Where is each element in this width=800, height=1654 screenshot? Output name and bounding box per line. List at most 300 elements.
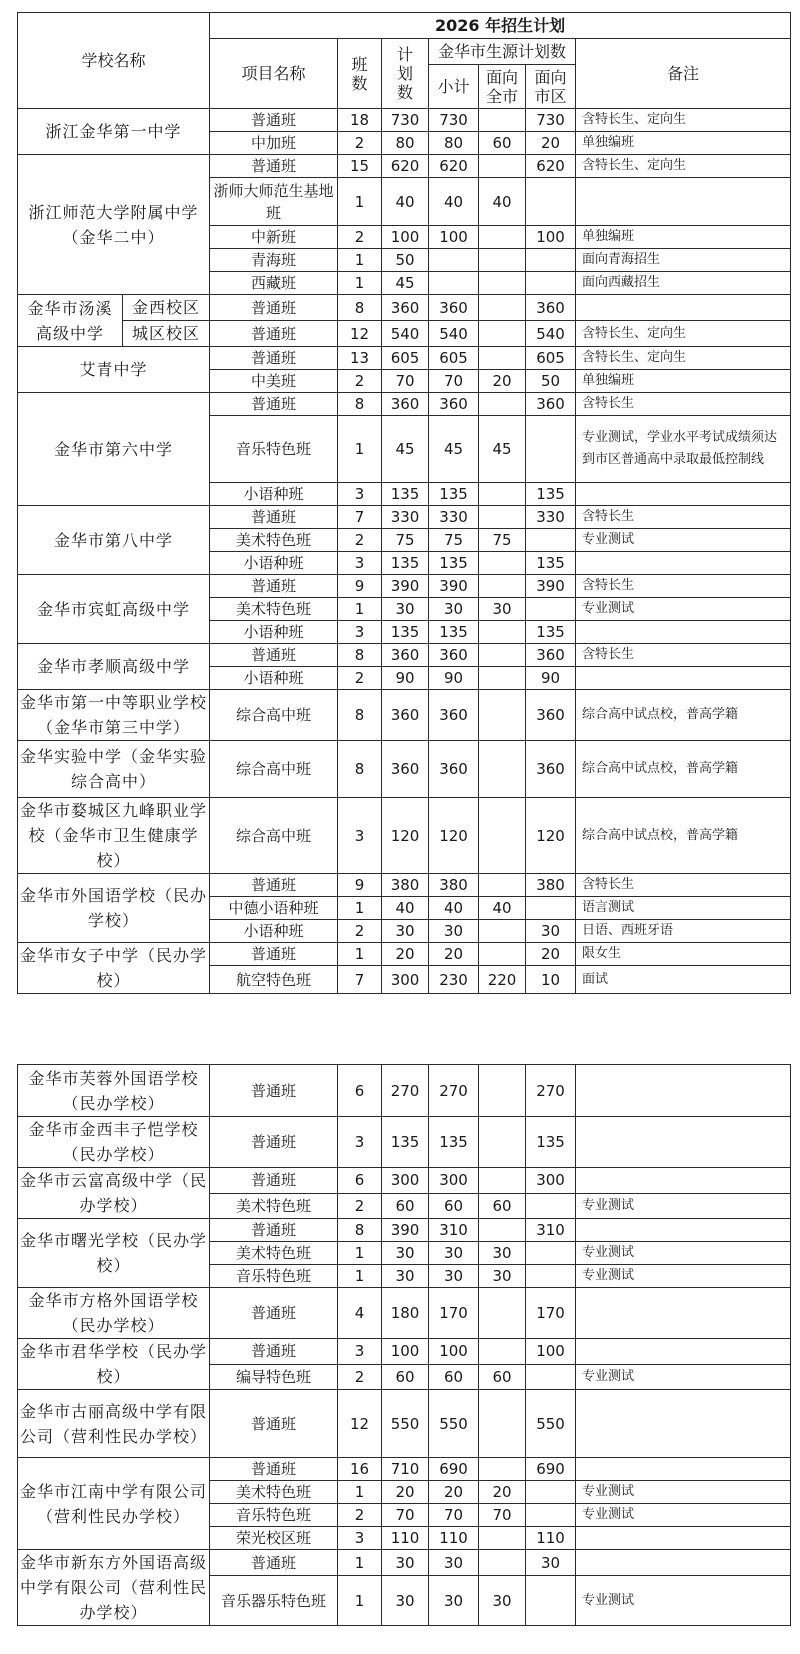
project-cell: 普通班 bbox=[210, 1458, 338, 1481]
district-cell bbox=[526, 1481, 576, 1504]
classes-cell: 1 bbox=[338, 943, 382, 966]
note-cell: 专业测试 bbox=[576, 1576, 791, 1626]
project-cell: 普通班 bbox=[210, 1550, 338, 1576]
table-row bbox=[18, 1168, 791, 1194]
city-cell bbox=[479, 109, 526, 132]
school-name-cell: 金华市新东方外国语高级中学有限公司（营利性民办学校） bbox=[18, 1550, 210, 1626]
note-cell bbox=[576, 1390, 791, 1458]
table-row bbox=[18, 741, 791, 798]
classes-cell: 3 bbox=[338, 483, 382, 506]
school-name-cell: 金华市第一中等职业学校（金华市第三中学） bbox=[18, 690, 210, 741]
project-cell: 普通班 bbox=[210, 295, 338, 321]
city-cell: 220 bbox=[479, 966, 526, 994]
classes-cell: 6 bbox=[338, 1168, 382, 1194]
district-cell: 10 bbox=[526, 966, 576, 994]
note-cell: 含特长生 bbox=[576, 506, 791, 529]
classes-cell: 1 bbox=[338, 178, 382, 226]
subtotal-cell: 730 bbox=[429, 109, 479, 132]
note-cell: 专业测试 bbox=[576, 598, 791, 621]
subtotal-cell: 605 bbox=[429, 347, 479, 370]
note-cell bbox=[576, 1458, 791, 1481]
note-cell: 专业测试 bbox=[576, 1481, 791, 1504]
project-cell: 航空特色班 bbox=[210, 966, 338, 994]
district-cell bbox=[526, 1576, 576, 1626]
district-cell: 30 bbox=[526, 920, 576, 943]
school-name-cell: 金华市第八中学 bbox=[18, 506, 210, 575]
note-cell: 专业测试，学业水平考试成绩须达到市区普通高中录取最低控制线 bbox=[576, 416, 791, 483]
project-cell: 西藏班 bbox=[210, 272, 338, 295]
note-cell: 单独编班 bbox=[576, 226, 791, 249]
subtotal-cell: 230 bbox=[429, 966, 479, 994]
city-cell bbox=[479, 249, 526, 272]
plan-cell: 730 bbox=[382, 109, 429, 132]
campus-cell: 金西校区 bbox=[123, 295, 210, 321]
table-row bbox=[18, 321, 791, 347]
note-cell bbox=[576, 178, 791, 226]
project-cell: 中新班 bbox=[210, 226, 338, 249]
district-cell: 360 bbox=[526, 393, 576, 416]
classes-cell: 1 bbox=[338, 249, 382, 272]
project-cell: 小语种班 bbox=[210, 667, 338, 690]
table-row bbox=[18, 295, 791, 321]
note-cell: 专业测试 bbox=[576, 529, 791, 552]
header-classes: 班数 bbox=[338, 39, 382, 109]
project-cell: 普通班 bbox=[210, 1288, 338, 1339]
project-cell: 普通班 bbox=[210, 644, 338, 667]
plan-cell: 360 bbox=[382, 295, 429, 321]
city-cell bbox=[479, 1390, 526, 1458]
city-cell bbox=[479, 155, 526, 178]
classes-cell: 3 bbox=[338, 1527, 382, 1550]
note-cell bbox=[576, 1339, 791, 1365]
district-cell: 90 bbox=[526, 667, 576, 690]
plan-cell: 540 bbox=[382, 321, 429, 347]
district-cell bbox=[526, 897, 576, 920]
classes-cell: 12 bbox=[338, 1390, 382, 1458]
district-cell: 330 bbox=[526, 506, 576, 529]
district-cell: 360 bbox=[526, 690, 576, 741]
district-cell: 620 bbox=[526, 155, 576, 178]
subtotal-cell: 30 bbox=[429, 1265, 479, 1288]
classes-cell: 1 bbox=[338, 897, 382, 920]
subtotal-cell: 120 bbox=[429, 798, 479, 874]
district-cell: 605 bbox=[526, 347, 576, 370]
subtotal-cell: 135 bbox=[429, 483, 479, 506]
classes-cell: 7 bbox=[338, 966, 382, 994]
city-cell: 60 bbox=[479, 1364, 526, 1390]
note-cell: 面向西藏招生 bbox=[576, 272, 791, 295]
plan-cell: 75 bbox=[382, 529, 429, 552]
subtotal-cell: 30 bbox=[429, 598, 479, 621]
note-cell: 日语、西班牙语 bbox=[576, 920, 791, 943]
table-title: 2026 年招生计划 bbox=[210, 13, 791, 39]
district-cell: 100 bbox=[526, 1339, 576, 1365]
subtotal-cell: 80 bbox=[429, 132, 479, 155]
table-row bbox=[18, 1390, 791, 1458]
district-cell: 135 bbox=[526, 621, 576, 644]
city-cell: 75 bbox=[479, 529, 526, 552]
subtotal-cell: 360 bbox=[429, 295, 479, 321]
city-cell bbox=[479, 272, 526, 295]
subtotal-cell: 40 bbox=[429, 897, 479, 920]
plan-cell: 30 bbox=[382, 1242, 429, 1265]
plan-cell: 270 bbox=[382, 1065, 429, 1117]
city-cell bbox=[479, 667, 526, 690]
note-cell bbox=[576, 1219, 791, 1242]
district-cell: 135 bbox=[526, 1117, 576, 1168]
plan-cell: 605 bbox=[382, 347, 429, 370]
city-cell bbox=[479, 874, 526, 897]
project-cell: 综合高中班 bbox=[210, 690, 338, 741]
classes-cell: 6 bbox=[338, 1065, 382, 1117]
subtotal-cell: 110 bbox=[429, 1527, 479, 1550]
subtotal-cell: 30 bbox=[429, 1550, 479, 1576]
city-cell bbox=[479, 552, 526, 575]
project-cell: 美术特色班 bbox=[210, 1242, 338, 1265]
project-cell: 荣光校区班 bbox=[210, 1527, 338, 1550]
note-cell: 综合高中试点校，普高学籍 bbox=[576, 690, 791, 741]
classes-cell: 4 bbox=[338, 1288, 382, 1339]
district-cell: 690 bbox=[526, 1458, 576, 1481]
project-cell: 普通班 bbox=[210, 393, 338, 416]
classes-cell: 2 bbox=[338, 1504, 382, 1527]
project-cell: 普通班 bbox=[210, 1390, 338, 1458]
school-name-cell: 金华市江南中学有限公司（营利性民办学校） bbox=[18, 1458, 210, 1550]
city-cell: 30 bbox=[479, 1265, 526, 1288]
school-name-cell: 金华市云富高级中学（民办学校） bbox=[18, 1168, 210, 1219]
table-row bbox=[18, 347, 791, 370]
subtotal-cell bbox=[429, 249, 479, 272]
subtotal-cell: 360 bbox=[429, 741, 479, 798]
subtotal-cell bbox=[429, 272, 479, 295]
subtotal-cell: 330 bbox=[429, 506, 479, 529]
classes-cell: 12 bbox=[338, 321, 382, 347]
city-cell bbox=[479, 1065, 526, 1117]
table-row bbox=[18, 690, 791, 741]
plan-cell: 30 bbox=[382, 598, 429, 621]
classes-cell: 3 bbox=[338, 1339, 382, 1365]
header-note: 备注 bbox=[576, 39, 791, 109]
school-name-cell: 金华市方格外国语学校（民办学校） bbox=[18, 1288, 210, 1339]
district-cell: 550 bbox=[526, 1390, 576, 1458]
note-cell: 含特长生、定向生 bbox=[576, 321, 791, 347]
project-cell: 小语种班 bbox=[210, 621, 338, 644]
city-cell bbox=[479, 1550, 526, 1576]
subtotal-cell: 300 bbox=[429, 1168, 479, 1194]
header-subtotal: 小计 bbox=[429, 65, 479, 109]
district-cell: 300 bbox=[526, 1168, 576, 1194]
note-cell bbox=[576, 1168, 791, 1194]
district-cell: 135 bbox=[526, 483, 576, 506]
subtotal-cell: 360 bbox=[429, 644, 479, 667]
classes-cell: 3 bbox=[338, 798, 382, 874]
classes-cell: 13 bbox=[338, 347, 382, 370]
classes-cell: 8 bbox=[338, 690, 382, 741]
plan-cell: 45 bbox=[382, 416, 429, 483]
city-cell: 60 bbox=[479, 132, 526, 155]
note-cell bbox=[576, 483, 791, 506]
classes-cell: 8 bbox=[338, 741, 382, 798]
note-cell bbox=[576, 1117, 791, 1168]
project-cell: 普通班 bbox=[210, 1168, 338, 1194]
district-cell: 50 bbox=[526, 370, 576, 393]
project-cell: 普通班 bbox=[210, 1219, 338, 1242]
classes-cell: 1 bbox=[338, 416, 382, 483]
plan-cell: 180 bbox=[382, 1288, 429, 1339]
enrollment-plan-table-part1 bbox=[17, 12, 791, 994]
plan-cell: 60 bbox=[382, 1193, 429, 1219]
city-cell: 45 bbox=[479, 416, 526, 483]
plan-cell: 135 bbox=[382, 1117, 429, 1168]
classes-cell: 3 bbox=[338, 1117, 382, 1168]
plan-cell: 50 bbox=[382, 249, 429, 272]
classes-cell: 2 bbox=[338, 226, 382, 249]
city-cell bbox=[479, 1288, 526, 1339]
subtotal-cell: 90 bbox=[429, 667, 479, 690]
plan-cell: 30 bbox=[382, 1550, 429, 1576]
note-cell: 专业测试 bbox=[576, 1364, 791, 1390]
project-cell: 普通班 bbox=[210, 1339, 338, 1365]
project-cell: 中加班 bbox=[210, 132, 338, 155]
classes-cell: 18 bbox=[338, 109, 382, 132]
subtotal-cell: 30 bbox=[429, 920, 479, 943]
note-cell bbox=[576, 1550, 791, 1576]
city-cell bbox=[479, 1219, 526, 1242]
subtotal-cell: 100 bbox=[429, 226, 479, 249]
city-cell bbox=[479, 690, 526, 741]
city-cell bbox=[479, 393, 526, 416]
project-cell: 美术特色班 bbox=[210, 1193, 338, 1219]
classes-cell: 15 bbox=[338, 155, 382, 178]
plan-cell: 710 bbox=[382, 1458, 429, 1481]
plan-cell: 30 bbox=[382, 1576, 429, 1626]
plan-cell: 60 bbox=[382, 1364, 429, 1390]
district-cell: 30 bbox=[526, 1550, 576, 1576]
project-cell: 中美班 bbox=[210, 370, 338, 393]
classes-cell: 1 bbox=[338, 598, 382, 621]
city-cell bbox=[479, 295, 526, 321]
city-cell bbox=[479, 644, 526, 667]
enrollment-plan-table-part2 bbox=[17, 1064, 791, 1626]
classes-cell: 2 bbox=[338, 1193, 382, 1219]
city-cell bbox=[479, 1458, 526, 1481]
table-row bbox=[18, 1065, 791, 1117]
subtotal-cell: 75 bbox=[429, 529, 479, 552]
plan-cell: 80 bbox=[382, 132, 429, 155]
project-cell: 普通班 bbox=[210, 1117, 338, 1168]
plan-cell: 300 bbox=[382, 1168, 429, 1194]
city-cell bbox=[479, 1168, 526, 1194]
note-cell: 语言测试 bbox=[576, 897, 791, 920]
district-cell: 360 bbox=[526, 644, 576, 667]
subtotal-cell: 70 bbox=[429, 370, 479, 393]
note-cell: 专业测试 bbox=[576, 1193, 791, 1219]
project-cell: 美术特色班 bbox=[210, 598, 338, 621]
note-cell bbox=[576, 1527, 791, 1550]
subtotal-cell: 390 bbox=[429, 575, 479, 598]
note-cell: 含特长生 bbox=[576, 575, 791, 598]
school-name-cell: 浙江金华第一中学 bbox=[18, 109, 210, 155]
city-cell bbox=[479, 1527, 526, 1550]
district-cell bbox=[526, 1364, 576, 1390]
note-cell: 含特长生、定向生 bbox=[576, 155, 791, 178]
plan-cell: 40 bbox=[382, 897, 429, 920]
subtotal-cell: 20 bbox=[429, 1481, 479, 1504]
table-row bbox=[18, 1288, 791, 1339]
district-cell: 730 bbox=[526, 109, 576, 132]
plan-cell: 360 bbox=[382, 644, 429, 667]
city-cell: 30 bbox=[479, 598, 526, 621]
school-name-cell: 金华市孝顺高级中学 bbox=[18, 644, 210, 690]
school-name-cell: 金华市外国语学校（民办学校） bbox=[18, 874, 210, 943]
district-cell: 380 bbox=[526, 874, 576, 897]
plan-cell: 30 bbox=[382, 920, 429, 943]
city-cell bbox=[479, 575, 526, 598]
district-cell bbox=[526, 1265, 576, 1288]
classes-cell: 3 bbox=[338, 621, 382, 644]
project-cell: 普通班 bbox=[210, 109, 338, 132]
classes-cell: 2 bbox=[338, 1364, 382, 1390]
plan-cell: 360 bbox=[382, 690, 429, 741]
note-cell: 含特长生 bbox=[576, 874, 791, 897]
plan-cell: 390 bbox=[382, 1219, 429, 1242]
table-row bbox=[18, 644, 791, 667]
subtotal-cell: 380 bbox=[429, 874, 479, 897]
district-cell bbox=[526, 416, 576, 483]
project-cell: 普通班 bbox=[210, 347, 338, 370]
table-row bbox=[18, 1219, 791, 1242]
note-cell: 含特长生 bbox=[576, 644, 791, 667]
classes-cell: 2 bbox=[338, 529, 382, 552]
subtotal-cell: 690 bbox=[429, 1458, 479, 1481]
plan-cell: 300 bbox=[382, 966, 429, 994]
classes-cell: 2 bbox=[338, 667, 382, 690]
plan-cell: 70 bbox=[382, 1504, 429, 1527]
classes-cell: 9 bbox=[338, 874, 382, 897]
classes-cell: 8 bbox=[338, 644, 382, 667]
district-cell bbox=[526, 178, 576, 226]
project-cell: 小语种班 bbox=[210, 483, 338, 506]
project-cell: 音乐特色班 bbox=[210, 1265, 338, 1288]
note-cell bbox=[576, 667, 791, 690]
plan-cell: 380 bbox=[382, 874, 429, 897]
district-cell bbox=[526, 272, 576, 295]
subtotal-cell: 70 bbox=[429, 1504, 479, 1527]
classes-cell: 1 bbox=[338, 1265, 382, 1288]
district-cell: 390 bbox=[526, 575, 576, 598]
note-cell: 单独编班 bbox=[576, 370, 791, 393]
plan-cell: 135 bbox=[382, 483, 429, 506]
note-cell: 含特长生、定向生 bbox=[576, 347, 791, 370]
school-name-cell: 金华实验中学（金华实验综合高中） bbox=[18, 741, 210, 798]
note-cell: 面向青海招生 bbox=[576, 249, 791, 272]
table-row bbox=[18, 393, 791, 416]
school-name-cell: 金华市金西丰子恺学校（民办学校） bbox=[18, 1117, 210, 1168]
district-cell bbox=[526, 1193, 576, 1219]
school-name-cell: 金华市婺城区九峰职业学校（金华市卫生健康学校） bbox=[18, 798, 210, 874]
project-cell: 综合高中班 bbox=[210, 741, 338, 798]
school-name-cell: 金华市汤溪高级中学 bbox=[18, 295, 123, 347]
classes-cell: 8 bbox=[338, 393, 382, 416]
subtotal-cell: 135 bbox=[429, 1117, 479, 1168]
table-row bbox=[18, 1458, 791, 1481]
district-cell: 20 bbox=[526, 943, 576, 966]
classes-cell: 9 bbox=[338, 575, 382, 598]
district-cell: 110 bbox=[526, 1527, 576, 1550]
city-cell bbox=[479, 483, 526, 506]
subtotal-cell: 40 bbox=[429, 178, 479, 226]
district-cell: 170 bbox=[526, 1288, 576, 1339]
school-name-cell: 金华市女子中学（民办学校） bbox=[18, 943, 210, 994]
plan-cell: 360 bbox=[382, 393, 429, 416]
header-project: 项目名称 bbox=[210, 39, 338, 109]
plan-cell: 110 bbox=[382, 1527, 429, 1550]
district-cell: 120 bbox=[526, 798, 576, 874]
header-source: 金华市生源计划数 bbox=[429, 39, 576, 65]
subtotal-cell: 270 bbox=[429, 1065, 479, 1117]
city-cell bbox=[479, 920, 526, 943]
note-cell: 综合高中试点校，普高学籍 bbox=[576, 741, 791, 798]
school-name-cell: 浙江师范大学附属中学（金华二中） bbox=[18, 155, 210, 295]
project-cell: 美术特色班 bbox=[210, 529, 338, 552]
project-cell: 普通班 bbox=[210, 321, 338, 347]
subtotal-cell: 135 bbox=[429, 621, 479, 644]
district-cell bbox=[526, 1242, 576, 1265]
plan-cell: 30 bbox=[382, 1265, 429, 1288]
table-row bbox=[18, 1117, 791, 1168]
classes-cell: 1 bbox=[338, 1576, 382, 1626]
note-cell bbox=[576, 1288, 791, 1339]
project-cell: 普通班 bbox=[210, 155, 338, 178]
classes-cell: 2 bbox=[338, 132, 382, 155]
project-cell: 小语种班 bbox=[210, 920, 338, 943]
plan-cell: 360 bbox=[382, 741, 429, 798]
subtotal-cell: 540 bbox=[429, 321, 479, 347]
project-cell: 音乐特色班 bbox=[210, 416, 338, 483]
district-cell: 360 bbox=[526, 741, 576, 798]
school-name-cell: 金华市芙蓉外国语学校（民办学校） bbox=[18, 1065, 210, 1117]
project-cell: 综合高中班 bbox=[210, 798, 338, 874]
table-row bbox=[18, 1550, 791, 1576]
school-name-cell: 金华市古丽高级中学有限公司（营利性民办学校） bbox=[18, 1390, 210, 1458]
project-cell: 普通班 bbox=[210, 1065, 338, 1117]
district-cell bbox=[526, 1504, 576, 1527]
district-cell bbox=[526, 249, 576, 272]
city-cell: 20 bbox=[479, 370, 526, 393]
classes-cell: 1 bbox=[338, 1481, 382, 1504]
note-cell: 专业测试 bbox=[576, 1242, 791, 1265]
city-cell: 30 bbox=[479, 1242, 526, 1265]
school-name-cell: 金华市曙光学校（民办学校） bbox=[18, 1219, 210, 1288]
campus-cell: 城区校区 bbox=[123, 321, 210, 347]
plan-cell: 20 bbox=[382, 1481, 429, 1504]
subtotal-cell: 60 bbox=[429, 1193, 479, 1219]
note-cell bbox=[576, 621, 791, 644]
header-school: 学校名称 bbox=[18, 13, 210, 109]
city-cell bbox=[479, 506, 526, 529]
classes-cell: 2 bbox=[338, 920, 382, 943]
project-cell: 浙师大师范生基地班 bbox=[210, 178, 338, 226]
subtotal-cell: 45 bbox=[429, 416, 479, 483]
plan-cell: 100 bbox=[382, 226, 429, 249]
school-name-cell: 金华市第六中学 bbox=[18, 393, 210, 506]
note-cell bbox=[576, 295, 791, 321]
district-cell bbox=[526, 598, 576, 621]
subtotal-cell: 60 bbox=[429, 1364, 479, 1390]
district-cell: 310 bbox=[526, 1219, 576, 1242]
header-plan: 计划数 bbox=[382, 39, 429, 109]
note-cell: 专业测试 bbox=[576, 1504, 791, 1527]
